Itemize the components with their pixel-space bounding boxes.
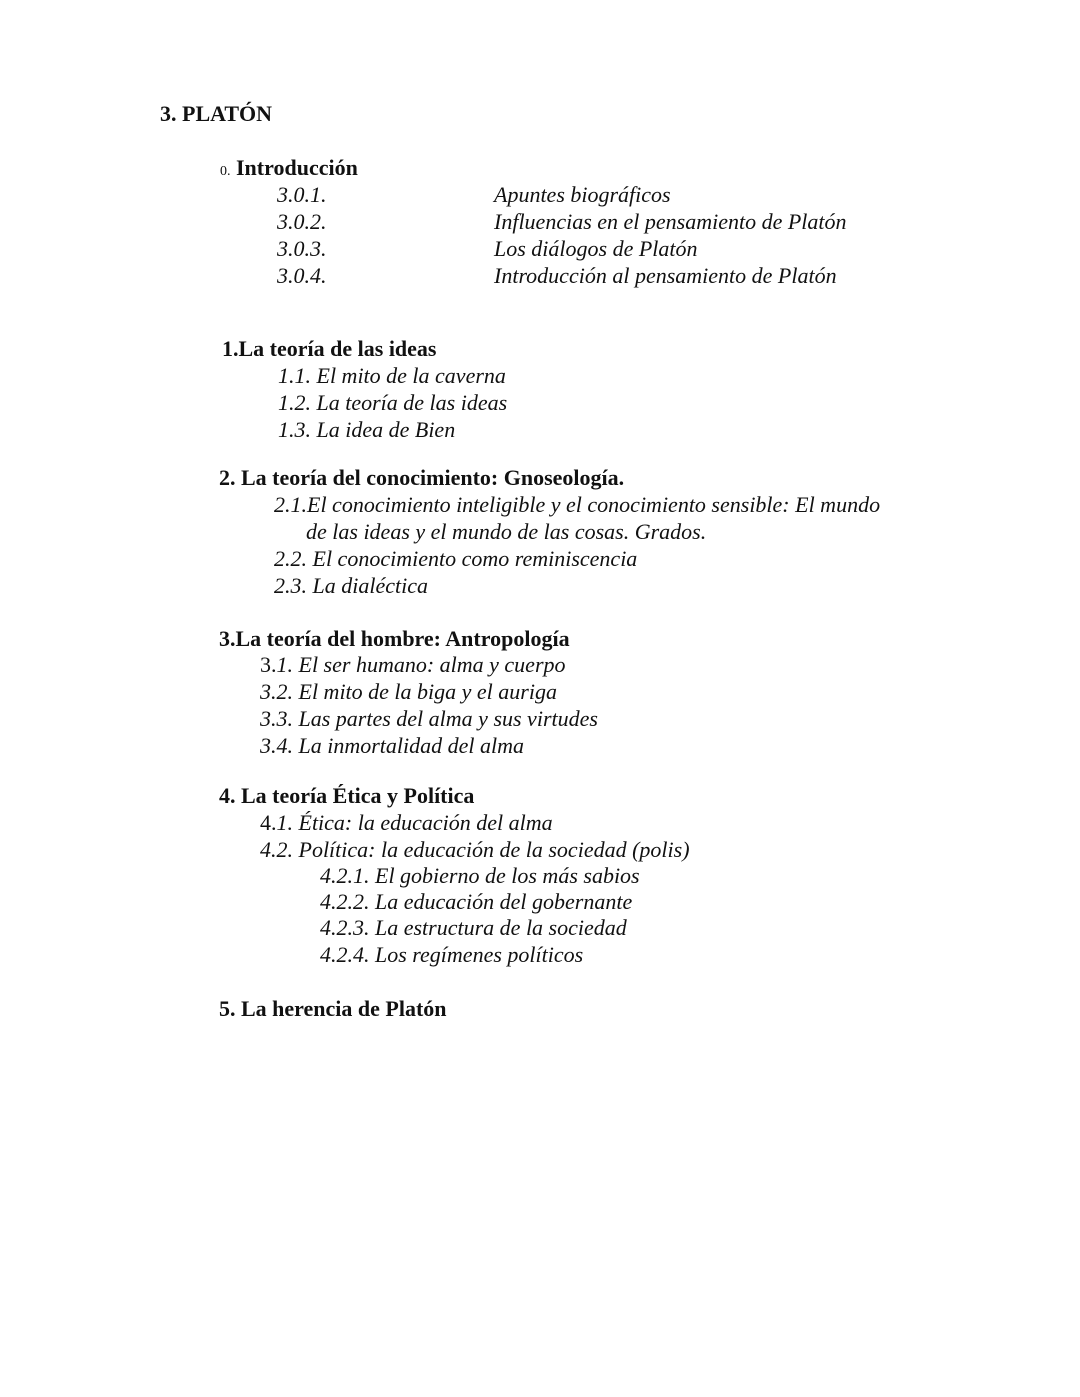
section-4-heading: 4. La teoría Ética y Política: [219, 783, 475, 808]
intro-item-text: Los diálogos de Platón: [494, 236, 698, 261]
section-3-item: 3.2. El mito de la biga y el auriga: [260, 679, 557, 704]
intro-item-text: Introducción al pensamiento de Platón: [494, 263, 837, 288]
intro-item-number: 3.0.2.: [277, 209, 327, 234]
section-4-item-number: 4.: [260, 810, 277, 835]
section-4-subitem: 4.2.3. La estructura de la sociedad: [320, 915, 627, 940]
document-title: 3. PLATÓN: [160, 101, 273, 126]
intro-item-number: 3.0.3.: [277, 236, 327, 261]
section-1-item: 1.1. El mito de la caverna: [278, 363, 506, 388]
section-4-subitem: 4.2.2. La educación del gobernante: [320, 889, 633, 914]
intro-item-number: 3.0.1.: [277, 182, 327, 207]
intro-item-number: 3.0.4.: [277, 263, 327, 288]
section-2-item: 2.1.El conocimiento inteligible y el conocimiento sensible: El mundo: [274, 492, 881, 517]
section-4-subitem: 4.2.1. El gobierno de los más sabios: [320, 863, 640, 888]
section-3-heading: 3.La teoría del hombre: Antropología: [219, 626, 570, 651]
intro-item-text: Influencias en el pensamiento de Platón: [494, 209, 847, 234]
section-2-heading: 2. La teoría del conocimiento: Gnoseología.: [219, 465, 625, 490]
section-3-item-number: 3.: [260, 652, 277, 677]
section-2-item: 2.3. La dialéctica: [274, 573, 428, 598]
section-4-subitem: 4.2.4. Los regímenes políticos: [320, 942, 584, 967]
section-3-item: [260, 654, 566, 676]
section-3-item: 3.4. La inmortalidad del alma: [260, 733, 525, 758]
section-4-item: 4.2. Política: la educación de la sociedad (polis): [260, 837, 690, 862]
section-3-item-text: 1. El ser humano: alma y cuerpo: [276, 652, 566, 677]
section-4-item-text: 1. Ética: la educación del alma: [276, 810, 553, 835]
section-intro-number: 0.: [220, 164, 231, 179]
section-3-item: 3.3. Las partes del alma y sus virtudes: [260, 706, 598, 731]
section-1-item: 1.2. La teoría de las ideas: [278, 390, 508, 415]
section-5-heading: 5. La herencia de Platón: [219, 996, 447, 1021]
section-1-item: 1.3. La idea de Bien: [278, 417, 456, 442]
section-4-item: [260, 812, 553, 834]
section-2-item: 2.2. El conocimiento como reminiscencia: [274, 546, 638, 571]
section-2-item-continuation: de las ideas y el mundo de las cosas. Grados.: [306, 519, 707, 544]
section-intro-title: Introducción: [236, 155, 358, 180]
section-1-heading: 1.La teoría de las ideas: [222, 336, 437, 361]
intro-item-text: Apuntes biográficos: [494, 182, 671, 207]
section-intro-heading: [220, 157, 358, 179]
